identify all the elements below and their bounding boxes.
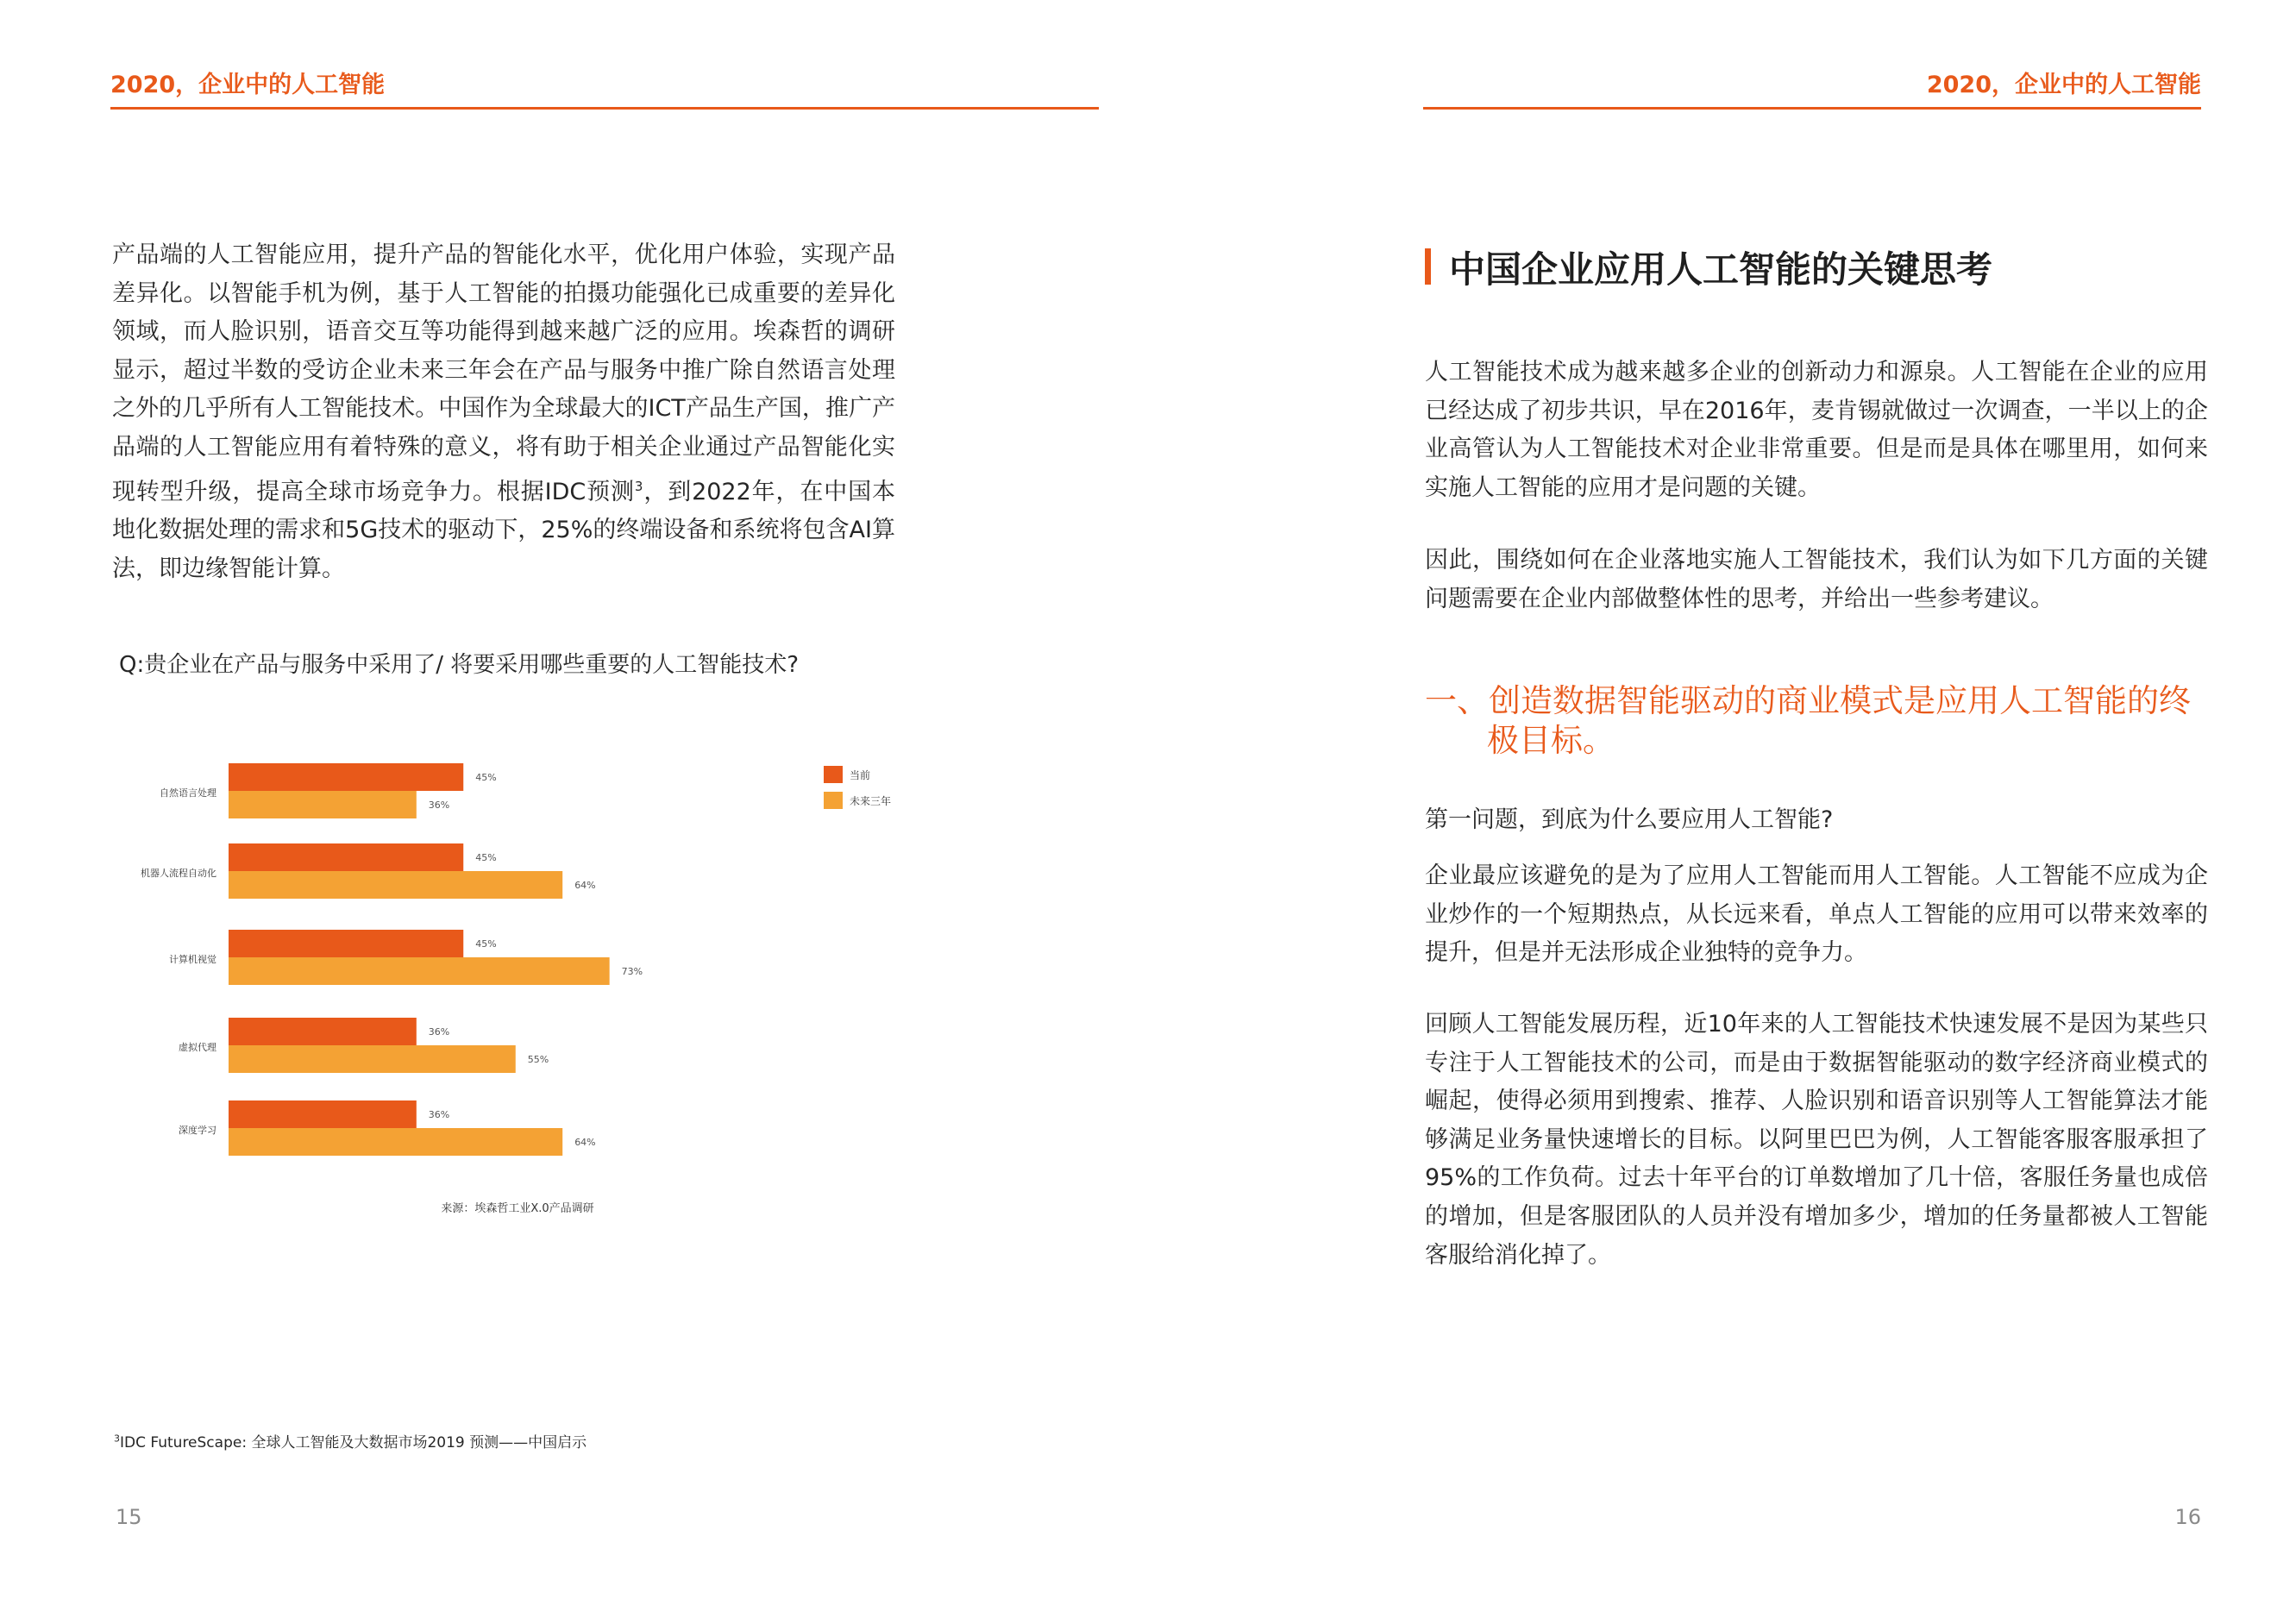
bar-next-three-years: [229, 1128, 562, 1156]
legend-label: 未来三年: [850, 795, 892, 807]
bar-current: [229, 1018, 417, 1045]
right-paragraph-2: 因此，围绕如何在企业落地实施人工智能技术，我们认为如下几方面的关键问题需要在企业内部做整体性的思考，并给出一些参考建议。: [1425, 547, 2208, 612]
chart-source: 来源：埃森哲工业X.0产品调研: [441, 1202, 594, 1215]
bar-next-three-years: [229, 1045, 516, 1073]
right-question: 第一问题，到底为什么要应用人工智能?: [1425, 806, 1834, 833]
bar-value-label: 64%: [574, 1137, 596, 1148]
category-label: 深度学习: [179, 1125, 216, 1136]
bar-value-label: 36%: [428, 1026, 450, 1038]
left-paragraph-tail: ，到2022年，在中国本地化数据处理的需求和5G技术的驱动下，25%的终端设备和系统将包含AI算法，即边缘智能计算。: [112, 478, 896, 582]
bar-value-label: 45%: [475, 772, 497, 783]
header-rule-right: [1423, 107, 2201, 110]
footnote-marker: 3: [114, 1433, 120, 1445]
legend-label: 当前: [850, 769, 871, 781]
legend-swatch: [824, 766, 843, 783]
bar-current: [229, 763, 463, 791]
page-number-right: 16: [2174, 1505, 2201, 1529]
bar-value-label: 55%: [527, 1054, 549, 1065]
category-label: 自然语言处理: [160, 787, 216, 799]
subheading: 一、创造数据智能驱动的商业模式是应用人工智能的终极目标。: [1425, 682, 2191, 759]
category-label: 计算机视觉: [169, 954, 216, 965]
bar-value-label: 36%: [428, 799, 450, 811]
bar-next-three-years: [229, 957, 610, 985]
legend-swatch: [824, 792, 843, 809]
bar-current: [229, 930, 463, 957]
right-paragraph-1: 人工智能技术成为越来越多企业的创新动力和源泉。人工智能在企业的应用已经达成了初步共识，早在2016年，麦肯锡就做过一次调查，一半以上的企业高管认为人工智能技术对企业非常重要。但是而是具体在哪里用，如何来实施人工智能的应用才是问题的关键。: [1425, 359, 2208, 501]
bar-value-label: 73%: [621, 966, 643, 977]
left-body-paragraph: [112, 236, 895, 588]
survey-question: Q:贵企业在产品与服务中采用了/ 将要采用哪些重要的人工智能技术?: [119, 652, 800, 678]
page-number-left: 15: [116, 1505, 142, 1529]
bar-value-label: 45%: [475, 852, 497, 863]
footnote-text: IDC FutureScape: 全球人工智能及大数据市场2019 预测——中国启示: [120, 1434, 587, 1452]
technology-adoption-bar-chart: [112, 742, 923, 1225]
category-label: 虚拟代理: [179, 1042, 216, 1053]
header-title-left: 2020，企业中的人工智能: [110, 72, 386, 98]
bar-next-three-years: [229, 871, 562, 899]
right-paragraph-3: 企业最应该避免的是为了应用人工智能而用人工智能。人工智能不应成为企业炒作的一个短期热点，从长远来看，单点人工智能的应用可以带来效率的提升，但是并无法形成企业独特的竞争力。: [1425, 862, 2208, 967]
footnote: [114, 1430, 587, 1452]
bar-current: [229, 1100, 417, 1128]
bar-next-three-years: [229, 791, 417, 818]
left-paragraph-text: 产品端的人工智能应用，提升产品的智能化水平，优化用户体验，实现产品差异化。以智能手机为例，基于人工智能的拍摄功能强化已成重要的差异化领域，而人脸识别，语音交互等功能得到越来越广泛的应用。埃森哲的调研显示，超过半数的受访企业未来三年会在产品与服务中推广除自然语言处理之外的几乎所有人工智能技术。中国作为全球最大的ICT产品生产国，推广产品端的人工智能应用有着特殊的意义，将有助于相关企业通过产品智能化实现转型升级，提高全球市场竞争力。根据IDC预测: [112, 241, 895, 505]
category-label: 机器人流程自动化: [141, 868, 216, 879]
bar-current: [229, 843, 463, 871]
footnote-ref: 3: [634, 478, 643, 494]
section-title: 中国企业应用人工智能的关键思考: [1449, 248, 1993, 291]
bar-value-label: 45%: [475, 938, 497, 950]
bar-value-label: 36%: [428, 1109, 450, 1120]
header-title-right: 2020，企业中的人工智能: [1926, 72, 2201, 98]
right-paragraph-4: 回顾人工智能发展历程，近10年来的人工智能技术快速发展不是因为某些只专注于人工智能技术的公司，而是由于数据智能驱动的数字经济商业模式的崛起，使得必须用到搜索、推荐、人脸识别和语音识别等人工智能算法才能够满足业务量快速增长的目标。以阿里巴巴为例，人工智能客服客服承担了95%的工作负荷。过去十年平台的订单数增加了几十倍，客服任务量也成倍的增加，但是客服团队的人员并没有增加多少，增加的任务量都被人工智能客服给消化掉了。: [1425, 1011, 2208, 1269]
section-title-accent-bar: [1425, 248, 1431, 285]
bar-value-label: 64%: [574, 880, 596, 891]
header-rule-left: [110, 107, 1099, 110]
